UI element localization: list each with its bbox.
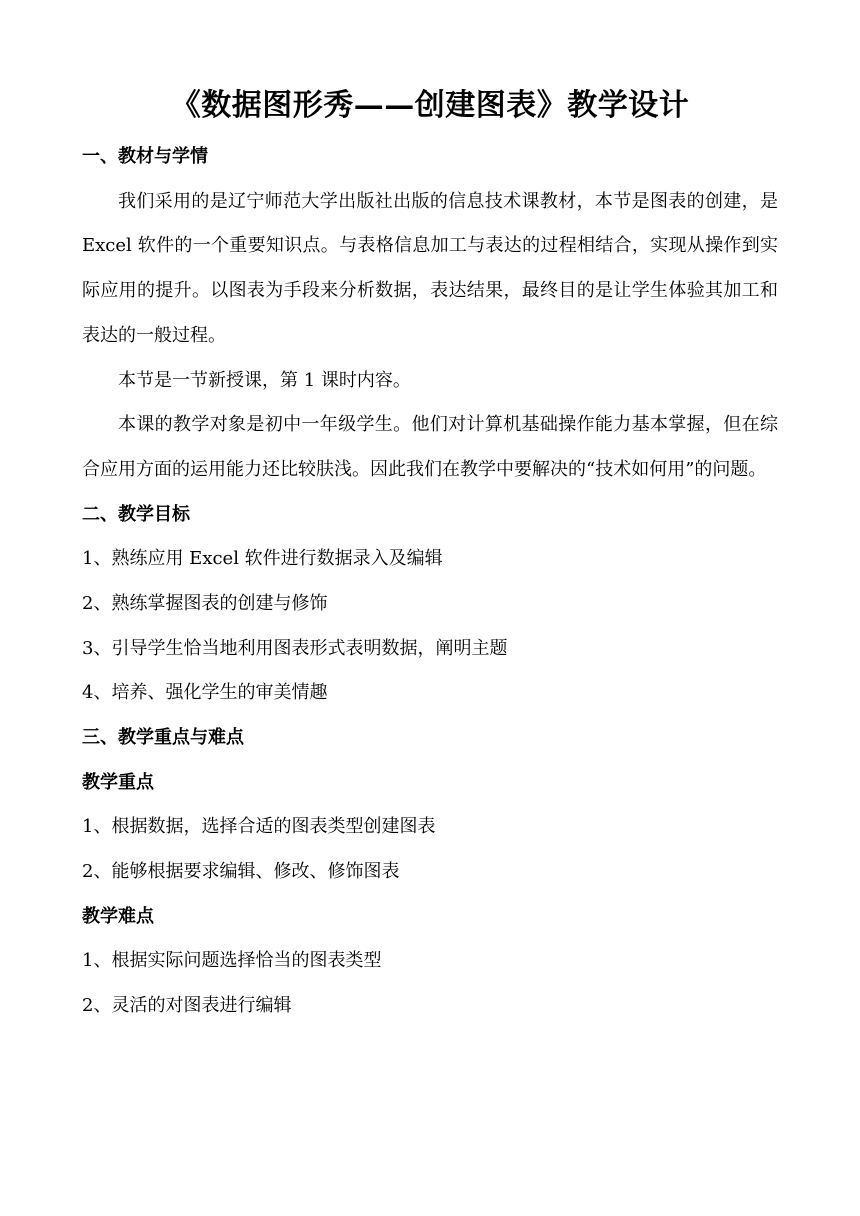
subheading-difficulty: 教学难点 bbox=[82, 905, 154, 927]
section-heading-objectives: 二、教学目标 bbox=[82, 503, 190, 525]
subheading-focus: 教学重点 bbox=[82, 771, 154, 793]
document-title: 《数据图形秀——创建图表》教学设计 bbox=[170, 88, 690, 123]
paragraph-textbook: 我们采用的是辽宁师范大学出版社出版的信息技术课教材，本节是图表的创建，是 Excel 软件的一个重要知识点。与表格信息加工与表达的过程相结合，实现从操作到实际应用的提升。以图表为手段来分析数据，表达结果，最终目的是让学生体验其加工和表达的一般过程。 bbox=[82, 190, 778, 346]
document-body bbox=[82, 135, 778, 1029]
objective-item: 3、引导学生恰当地利用图表形式表明数据，阐明主题 bbox=[82, 637, 508, 659]
section-heading-key-points: 三、教学重点与难点 bbox=[82, 727, 244, 749]
paragraph-lesson-type: 本节是一节新授课，第 1 课时内容。 bbox=[118, 369, 411, 391]
difficulty-item: 1、根据实际问题选择恰当的图表类型 bbox=[82, 950, 382, 972]
objective-item: 4、培养、强化学生的审美情趣 bbox=[82, 682, 328, 704]
difficulty-item: 2、灵活的对图表进行编辑 bbox=[82, 995, 292, 1017]
paragraph-students: 本课的教学对象是初中一年级学生。他们对计算机基础操作能力基本掌握，但在综合应用方面的运用能力还比较肤浅。因此我们在教学中要解决的“技术如何用”的问题。 bbox=[82, 414, 778, 480]
section-heading-materials: 一、教材与学情 bbox=[82, 146, 208, 167]
objective-item: 1、熟练应用 Excel 软件进行数据录入及编辑 bbox=[82, 548, 443, 570]
focus-item: 1、根据数据，选择合适的图表类型创建图表 bbox=[82, 816, 436, 838]
objective-item: 2、熟练掌握图表的创建与修饰 bbox=[82, 592, 328, 614]
focus-item: 2、能够根据要求编辑、修改、修饰图表 bbox=[82, 861, 400, 883]
